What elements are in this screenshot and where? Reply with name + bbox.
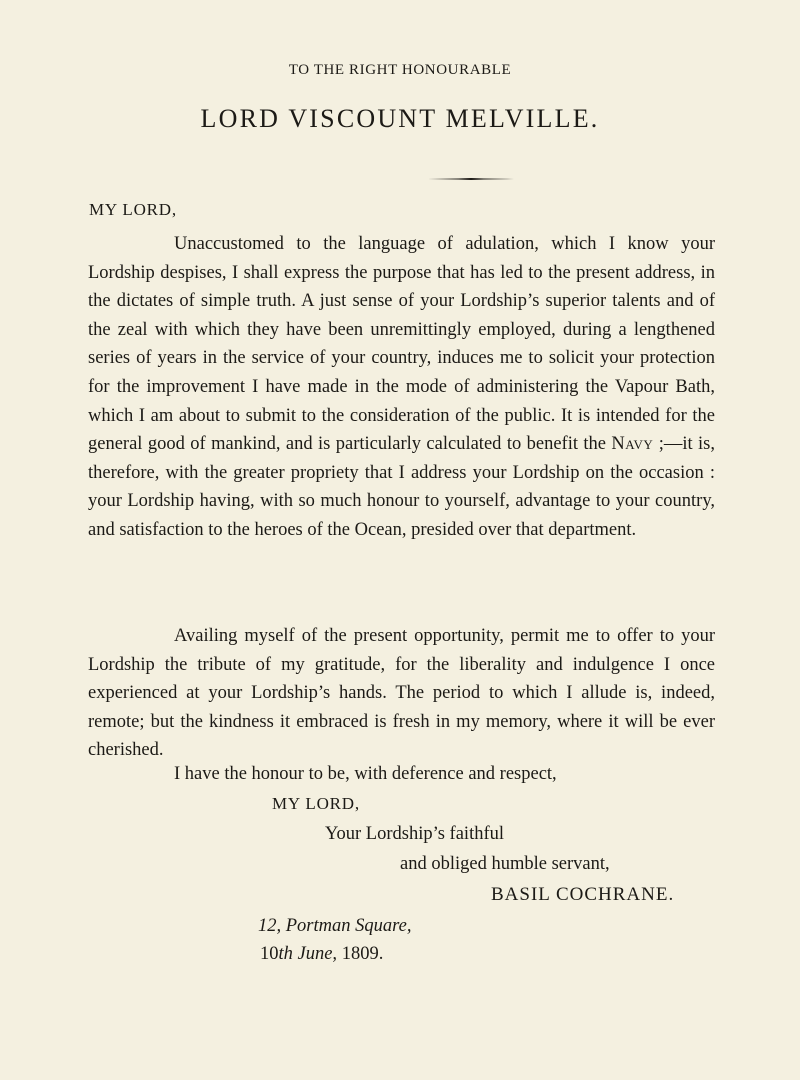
date-year: 1809. xyxy=(337,944,384,964)
paragraph-1-text-b: ;—it is, therefore, with the greater propriety that I address your Lordship on the occasion : your Lordship having, with so much honour to yourself, advantage to your country, and satisfaction to the heroes of the Ocean, presided over that department. xyxy=(88,434,715,540)
salutation: MY LORD, xyxy=(89,200,177,219)
signature-name: BASIL COCHRANE. xyxy=(491,884,675,905)
dedication-title: LORD VISCOUNT MELVILLE. xyxy=(200,104,600,133)
signoff-line-2: and obliged humble servant, xyxy=(400,854,610,874)
closing-salutation: MY LORD, xyxy=(272,794,360,813)
closing-line: I have the honour to be, with deference and respect, xyxy=(174,764,557,784)
address-line: 12, Portman Square, xyxy=(258,916,412,936)
signoff-line-1: Your Lordship’s faithful xyxy=(325,824,505,844)
dedication-line: TO THE RIGHT HONOURABLE xyxy=(288,62,512,78)
date-month: th June, xyxy=(278,944,338,964)
date-day: 10 xyxy=(260,944,279,964)
paragraph-1-text-a: Unaccustomed to the language of adulation, which I know your Lordship despises, I shall express the purpose that has led to the present address, in the dictates of simple truth. A just sense of your Lordship’s superior talents and of the zeal with which they have been unremittingly employed, during a lengthened series of years in the service of your country, induces me to solicit your protection for the improvement I have made in the mode of administering the Vapour Bath, which I am about to submit to the consideration of the public. It is intended for the general good of mankind, and is particularly calculated to benefit the xyxy=(88,234,715,455)
paragraph-1 xyxy=(88,230,715,545)
paragraph-2: Availing myself of the present opportunity, permit me to offer to your Lordship the tribute of my gratitude, for the liberality and indulgence I once experienced at your Lordship’s hands. The period to which I allude is, indeed, remote; but the kindness it embraced is fresh in my memory, where it will be ever cherished. xyxy=(88,626,715,761)
date-line xyxy=(260,944,383,965)
ornamental-rule xyxy=(428,178,514,180)
navy-word: Navy xyxy=(611,434,654,455)
